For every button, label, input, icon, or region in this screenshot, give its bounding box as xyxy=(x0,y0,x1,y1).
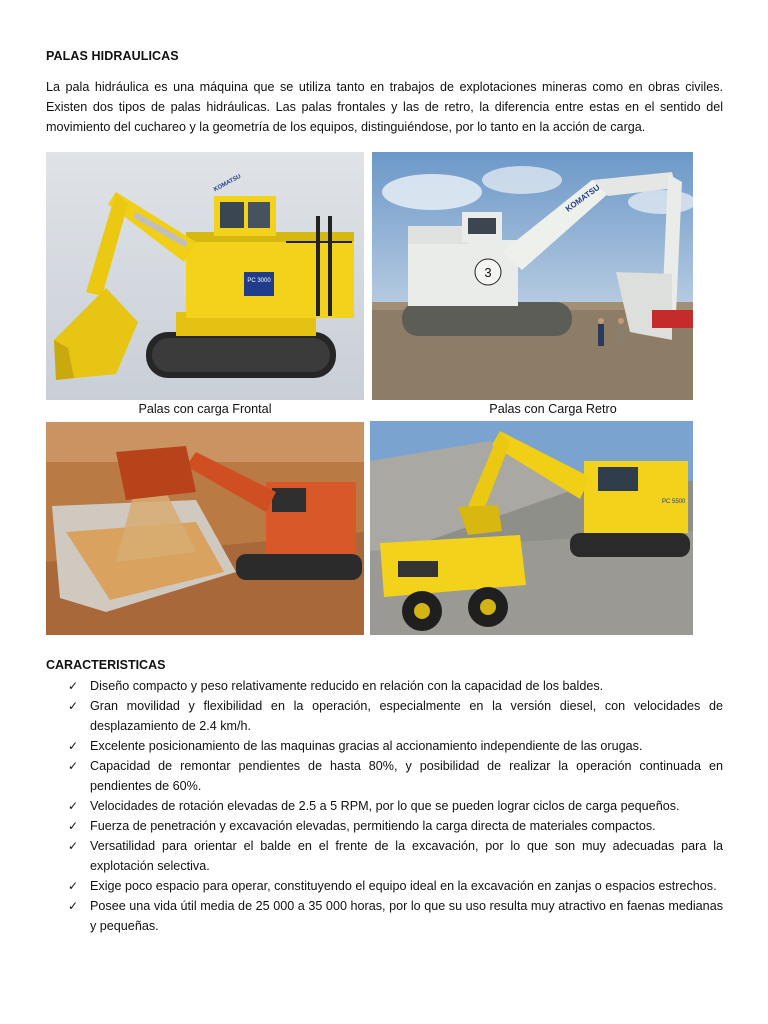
model-label: PC 5500 xyxy=(662,499,686,505)
caption-front-shovel: Palas con carga Frontal xyxy=(138,402,272,416)
list-item: ✓ Posee una vida útil media de 25 000 a 35 000 horas, por lo que su uso resulta muy atractivo en faenas medianas y pequeñas. xyxy=(64,896,723,936)
list-item: ✓ Fuerza de penetración y excavación elevadas, permitiendo la carga directa de materiales compactos. xyxy=(64,816,723,836)
model-label: PC 3000 xyxy=(247,278,271,284)
check-icon: ✓ xyxy=(68,759,79,773)
list-item: ✓ Velocidades de rotación elevadas de 2.5 a 5 RPM, por lo que se pueden lograr ciclos de carga pequeños. xyxy=(64,796,723,816)
characteristics-title: CARACTERISTICAS xyxy=(46,658,166,672)
check-icon: ✓ xyxy=(68,699,79,713)
brand-label: KOMATSU xyxy=(563,182,602,214)
check-icon: ✓ xyxy=(68,899,79,913)
unit-number: 3 xyxy=(484,265,492,280)
brand-label: KOMATSU xyxy=(212,173,243,194)
check-icon: ✓ xyxy=(68,819,79,833)
check-icon: ✓ xyxy=(68,739,79,753)
list-item: ✓ Gran movilidad y flexibilidad en la operación, especialmente en la versión diesel, con velocidades de desplazamiento de 2.4 km/h. xyxy=(64,696,723,736)
check-icon: ✓ xyxy=(68,679,79,693)
caption-backhoe: Palas con Carga Retro xyxy=(489,402,617,416)
document-title: PALAS HIDRAULICAS xyxy=(46,49,179,63)
characteristics-list xyxy=(64,676,723,936)
list-item: ✓ Diseño compacto y peso relativamente reducido en relación con la capacidad de los baldes. xyxy=(64,676,723,696)
check-icon: ✓ xyxy=(68,839,79,853)
yellow-shovel-truck-photo xyxy=(370,421,693,635)
list-item: ✓ Capacidad de remontar pendientes de hasta 80%, y posibilidad de realizar la operación continuada en pendientes de 60%. xyxy=(64,756,723,796)
orange-shovel-loading-photo xyxy=(46,422,364,635)
check-icon: ✓ xyxy=(68,799,79,813)
list-item: ✓ Exige poco espacio para operar, constituyendo el equipo ideal en la excavación en zanjas o espacios estrechos. xyxy=(64,876,723,896)
list-item: ✓ Excelente posicionamiento de las maquinas gracias al accionamiento independiente de las orugas. xyxy=(64,736,723,756)
list-item: ✓ Versatilidad para orientar el balde en el frente de la excavación, por lo que son muy adecuadas para la explotación selectiva. xyxy=(64,836,723,876)
backhoe-photo xyxy=(372,152,693,400)
check-icon: ✓ xyxy=(68,879,79,893)
intro-paragraph: La pala hidráulica es una máquina que se utiliza tanto en trabajos de explotaciones mineras como en obras civiles. Existen dos tipos de palas hidráulicas. Las palas frontales y las de retro, la diferencia entre estas en el sentido del movimiento del cuchareo y la geometría de los equipos, distinguiéndose, por lo tanto en la acción de carga. xyxy=(46,80,723,135)
front-shovel-photo xyxy=(46,152,364,400)
